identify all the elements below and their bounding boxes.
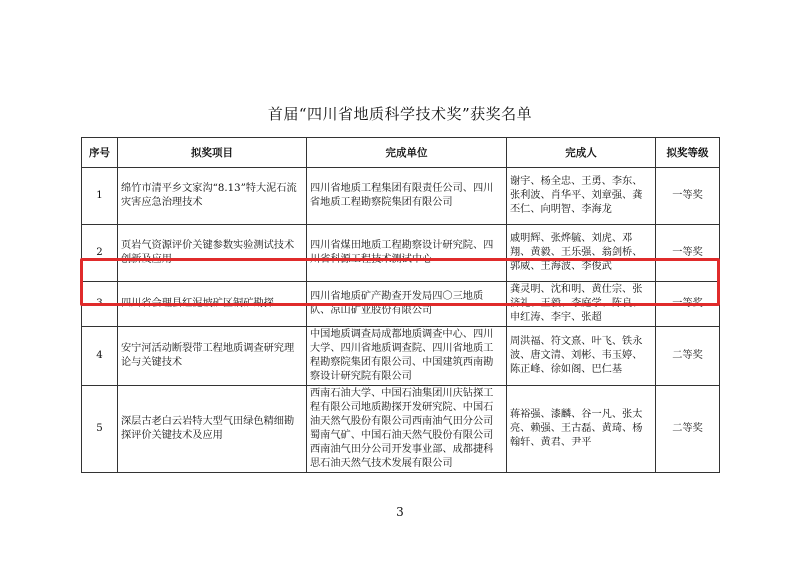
header-serial-no: 序号 (82, 138, 118, 168)
header-people: 完成人 (507, 138, 656, 168)
cell-project: 四川省会理县红泥坡矿区铜矿勘探 (118, 282, 307, 327)
table-row (82, 168, 720, 225)
cell-serial-no: 5 (82, 386, 118, 473)
cell-people: 谢宇、杨全忠、王勇、李东、张利波、肖华平、刘章强、龚丕仁、向明智、李海龙 (507, 168, 656, 225)
awards-table (81, 137, 720, 473)
table-row (82, 225, 720, 282)
cell-people: 蒋裕强、漆麟、谷一凡、张太亮、赖强、王古磊、黄琦、杨翰轩、黄君、尹平 (507, 386, 656, 473)
cell-people: 戚明辉、张烨毓、刘虎、邓翔、黄毅、王乐强、翁剑桥、郭威、王海波、李俊武 (507, 225, 656, 282)
cell-unit: 西南石油大学、中国石油集团川庆钻探工程有限公司地质勘探开发研究院、中国石油天然气股份有限公司西南油气田分公司蜀南气矿、中国石油天然气股份有限公司西南油气田分公司开发事业部、成都捷科思石油天然气技术发展有限公司 (307, 386, 507, 473)
cell-award-level: 一等奖 (656, 225, 720, 282)
cell-people: 周洪福、符文熹、叶飞、铁永波、唐文清、刘彬、韦玉婷、陈正峰、徐如阁、巴仁基 (507, 327, 656, 386)
table-row-highlighted (82, 282, 720, 327)
cell-award-level: 一等奖 (656, 168, 720, 225)
cell-serial-no: 2 (82, 225, 118, 282)
cell-project: 页岩气资源评价关键参数实验测试技术创新及应用 (118, 225, 307, 282)
cell-people: 龚灵明、沈和明、黄仕宗、张济礼、王毅、李庭学、陈良、申红涛、李宇、张超 (507, 282, 656, 327)
cell-serial-no: 4 (82, 327, 118, 386)
document-title: 首届“四川省地质科学技术奖”获奖名单 (267, 105, 533, 123)
cell-unit: 四川省地质工程集团有限责任公司、四川省地质工程勘察院集团有限公司 (307, 168, 507, 225)
table-header-row (82, 138, 720, 168)
cell-project: 安宁河活动断裂带工程地质调查研究理论与关键技术 (118, 327, 307, 386)
table-row (82, 327, 720, 386)
cell-award-level: 二等奖 (656, 386, 720, 473)
header-award-level: 拟奖等级 (656, 138, 720, 168)
cell-project: 深层古老白云岩特大型气田绿色精细勘探评价关键技术及应用 (118, 386, 307, 473)
page-number: 3 (396, 505, 404, 519)
cell-award-level: 二等奖 (656, 327, 720, 386)
cell-award-level: 一等奖 (656, 282, 720, 327)
cell-unit: 四川省煤田地质工程勘察设计研究院、四川省科源工程技术测试中心 (307, 225, 507, 282)
cell-project: 绵竹市清平乡文家沟“8.13”特大泥石流灾害应急治理技术 (118, 168, 307, 225)
cell-unit: 四川省地质矿产勘查开发局四〇三地质队、凉山矿业股份有限公司 (307, 282, 507, 327)
cell-serial-no: 3 (82, 282, 118, 327)
header-unit: 完成单位 (307, 138, 507, 168)
table-row (82, 386, 720, 473)
cell-unit: 中国地质调查局成都地质调查中心、四川大学、四川省地质调查院、四川省地质工程勘察院集团有限公司、中国建筑西南勘察设计研究院有限公司 (307, 327, 507, 386)
header-project: 拟奖项目 (118, 138, 307, 168)
cell-serial-no: 1 (82, 168, 118, 225)
